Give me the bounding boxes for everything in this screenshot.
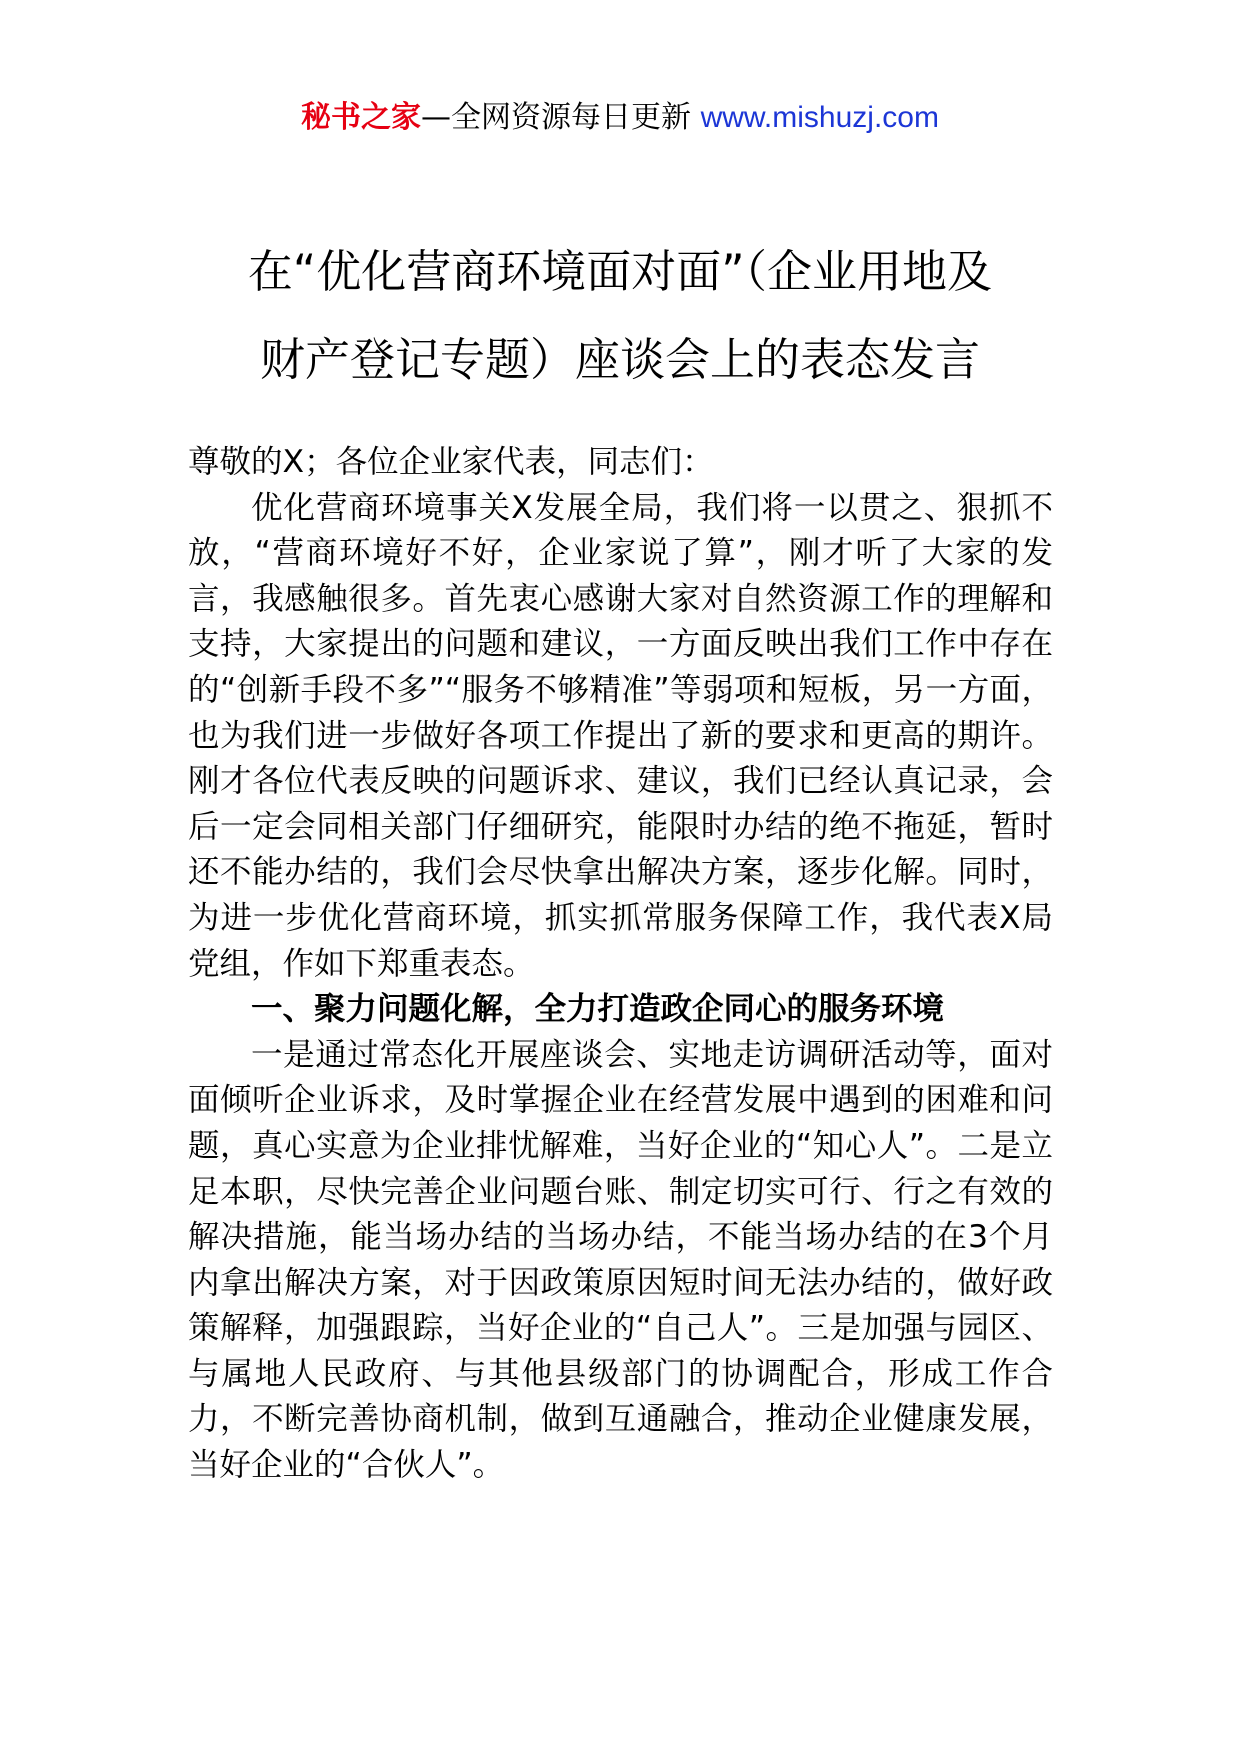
paragraph-opening: 优化营商环境事关X发展全局，我们将一以贯之、狠抓不放，“营商环境好不好，企业家说了算”，刚才听了大家的发言，我感触很多。首先衷心感谢大家对自然资源工作的理解和支持，大家提出的问题和建议，一方面反映出我们工作中存在的“创新手段不多”“服务不够精准”等弱项和短板，另一方面，也为我们进一步做好各项工作提出了新的要求和更高的期许。刚才各位代表反映的问题诉求、建议，我们已经认真记录，会后一定会同相关部门仔细研究，能限时办结的绝不拖延，暂时还不能办结的，我们会尽快拿出解决方案，逐步化解。同时，为进一步优化营商环境，抓实抓常服务保障工作，我代表X局党组，作如下郑重表态。	[188, 489, 1053, 982]
document-title-line-1: 在“优化营商环境面对面”（企业用地及	[247, 245, 993, 298]
paragraph-section-1: 一是通过常态化开展座谈会、实地走访调研活动等，面对面倾听企业诉求，及时掌握企业在经营发展中遇到的困难和问题，真心实意为企业排忧解难，当好企业的“知心人”。二是立足本职，尽快完善企业问题台账、制定切实可行、行之有效的解决措施，能当场办结的当场办结，不能当场办结的在3个月内拿出解决方案，对于因政策原因短时间无法办结的，做好政策解释，加强跟踪，当好企业的“自己人”。三是加强与园区、与属地人民政府、与其他县级部门的协调配合，形成工作合力，不断完善协商机制，做到互通融合，推动企业健康发展，当好企业的“合伙人”。	[188, 1036, 1053, 1484]
site-banner	[0, 98, 1240, 138]
salutation: 尊敬的X；各位企业家代表，同志们：	[188, 444, 714, 480]
document-title	[150, 228, 1090, 404]
document-body	[188, 440, 1053, 1489]
section-heading-1: 一、聚力问题化解，全力打造政企同心的服务环境	[251, 991, 945, 1028]
site-tagline: —全网资源每日更新	[421, 100, 692, 135]
site-brand-name: 秘书之家	[301, 100, 422, 135]
site-url-link[interactable]: www.mishuzj.com	[700, 101, 939, 134]
document-title-line-2: 财产登记专题）座谈会上的表态发言	[259, 333, 980, 386]
